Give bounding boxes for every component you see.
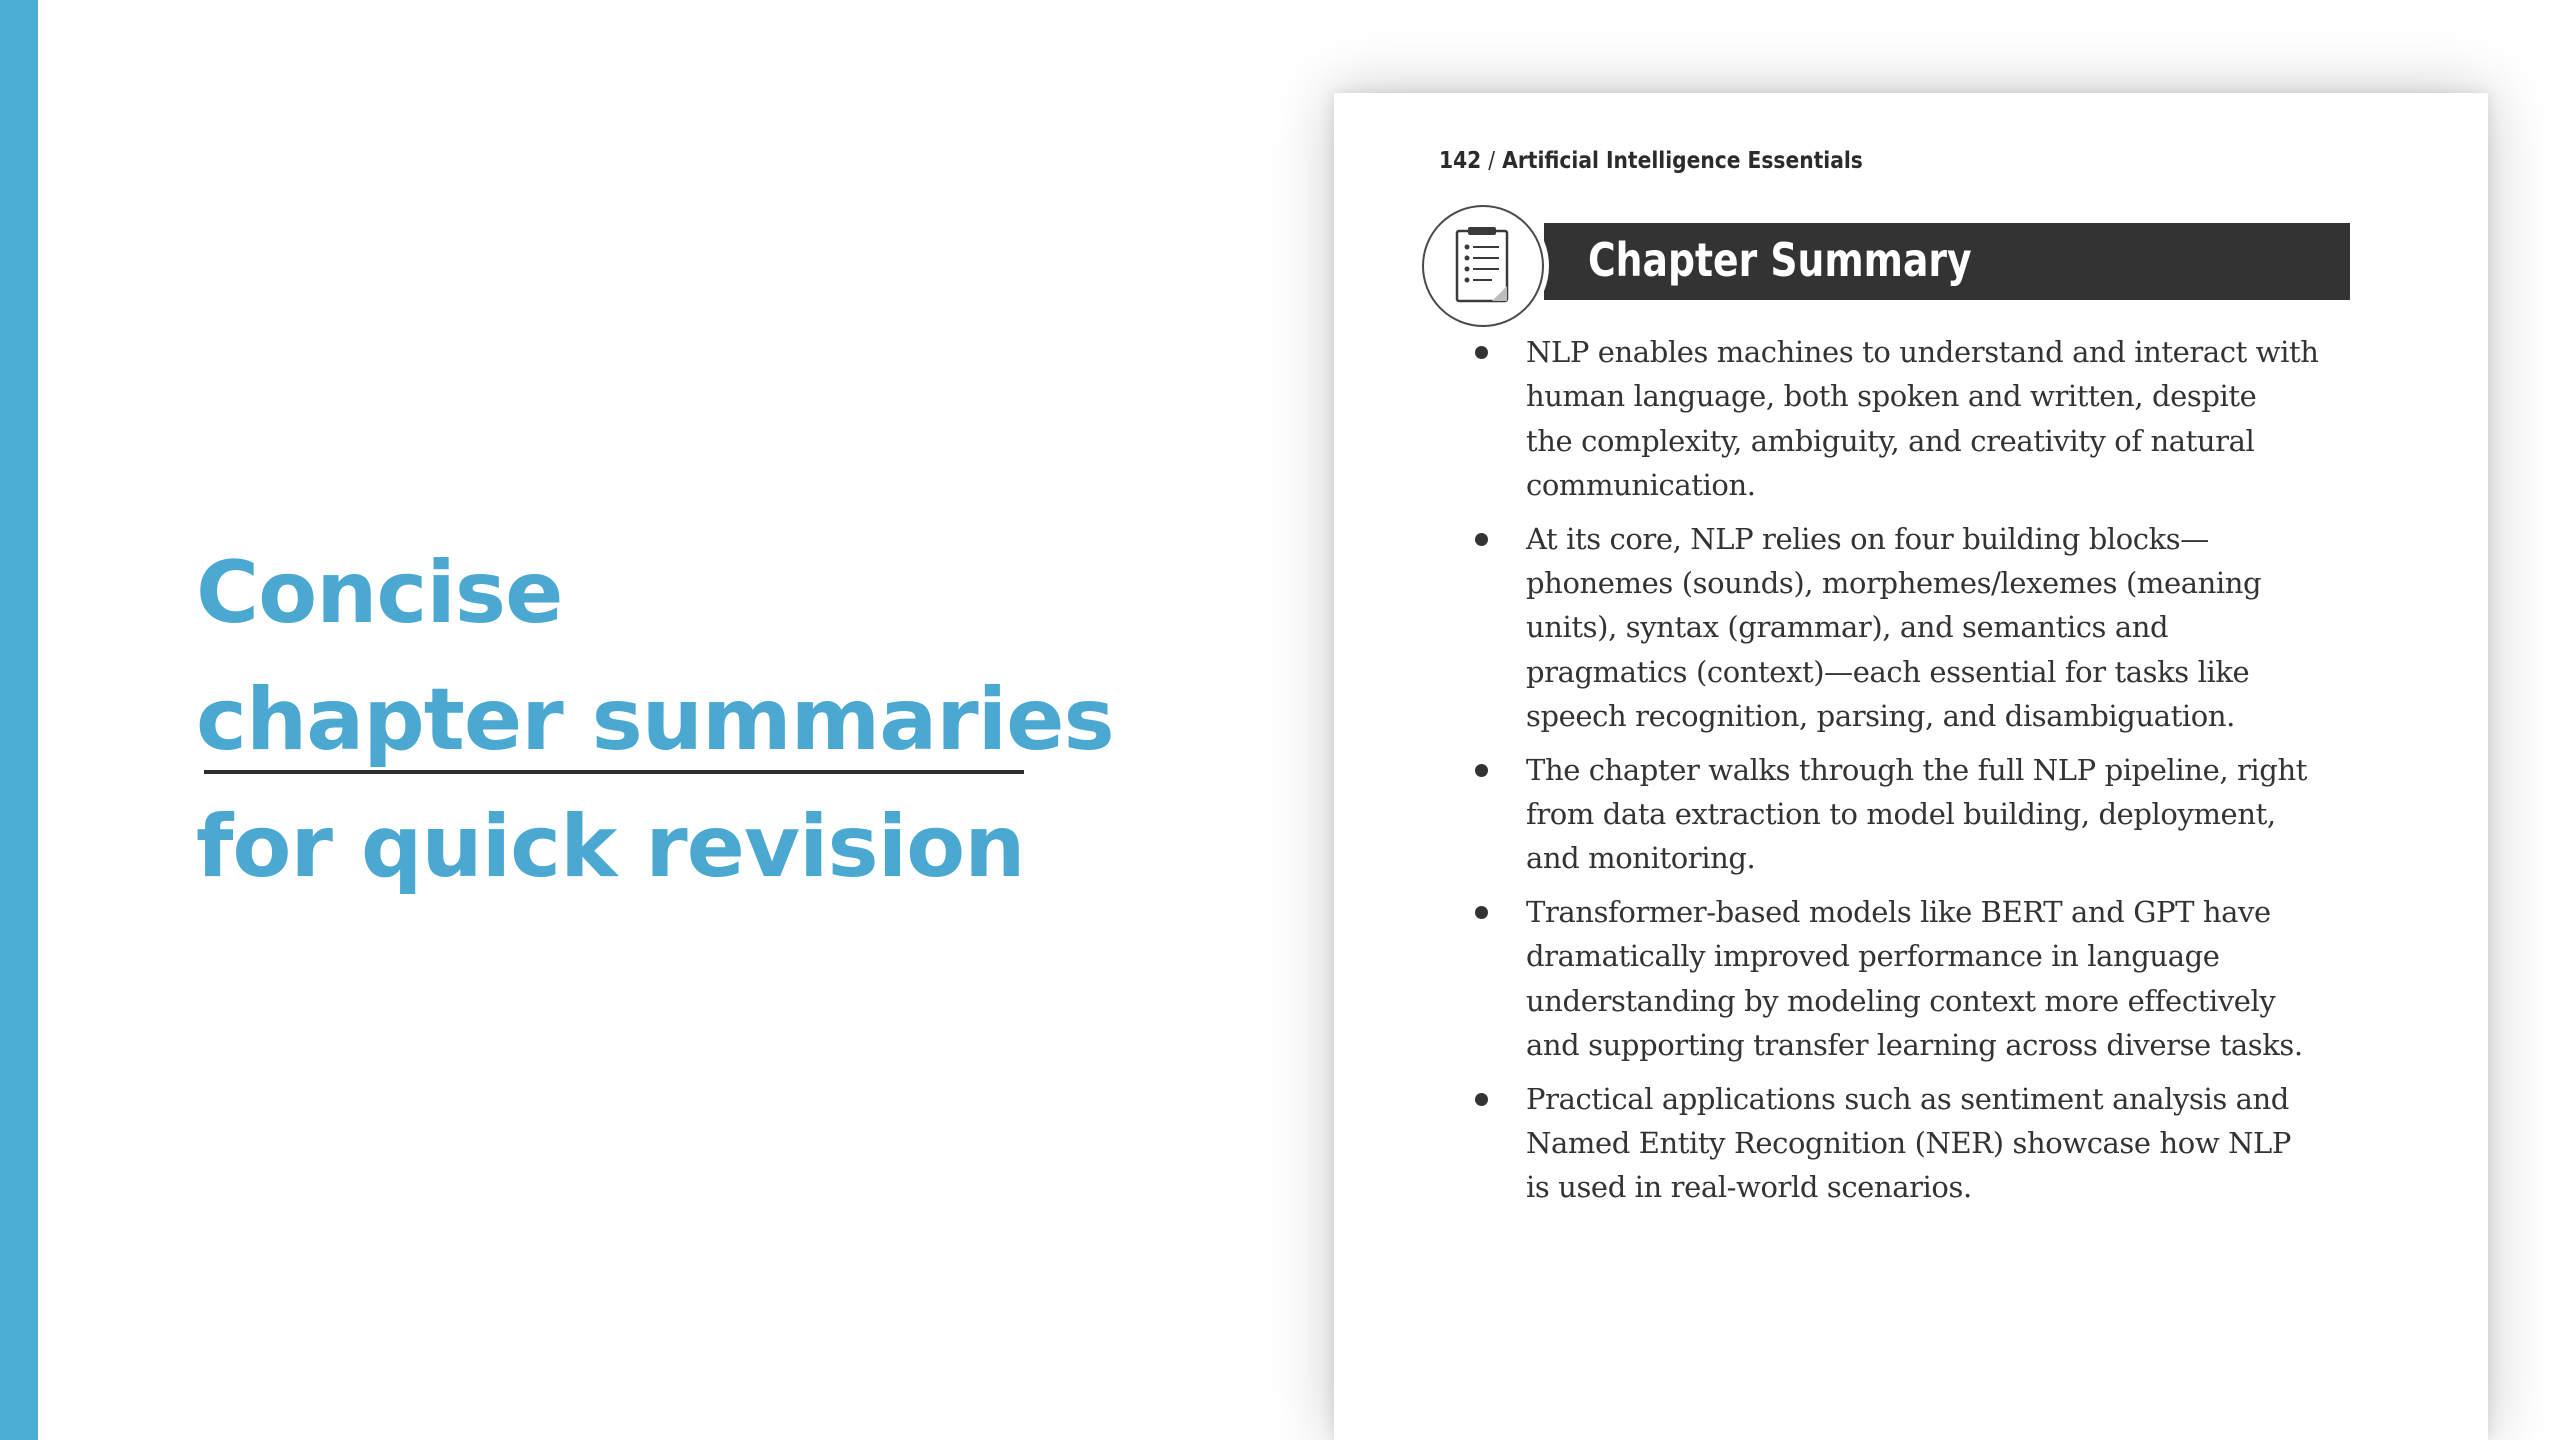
bullet-text-line: NLP enables machines to understand and interact with: [1526, 335, 2319, 369]
checklist-document-icon: [1422, 205, 1544, 327]
book-title: Artificial Intelligence Essentials: [1502, 148, 1863, 174]
chapter-summary-title: Chapter Summary: [1588, 233, 1972, 287]
running-head-separator: /: [1488, 148, 1496, 174]
summary-bullet-3: [1464, 748, 2364, 881]
bullet-text-line: and supporting transfer learning across diverse tasks.: [1526, 1028, 2303, 1063]
bullet-text-line: Practical applications such as sentiment analysis and: [1526, 1081, 2289, 1116]
summary-bullet-5: [1464, 1077, 2364, 1210]
bullet-dot-icon: [1475, 533, 1488, 546]
bullet-dot-icon: [1475, 1093, 1488, 1106]
bullet-text-line: Named Entity Recognition (NER) showcase how NLP: [1526, 1125, 2292, 1160]
bullet-dot-icon: [1475, 764, 1488, 777]
promo-headline: [196, 530, 1114, 911]
bullet-dot-icon: [1475, 906, 1488, 919]
bullet-text-line: dramatically improved performance in language: [1526, 939, 2220, 974]
bullet-text-line: the complexity, ambiguity, and creativity of natural: [1526, 423, 2255, 458]
summary-bullet-1: [1464, 330, 2364, 508]
bullet-text-line: Transformer-based models like BERT and GPT have: [1526, 894, 2271, 929]
bullet-text-line: from data extraction to model building, deployment,: [1526, 797, 2276, 832]
headline-line-1: Concise: [196, 543, 563, 643]
bullet-text-line: units), syntax (grammar), and semantics and: [1526, 610, 2169, 645]
bullet-text-line: is used in real-world scenarios.: [1526, 1170, 1972, 1205]
bullet-text-line: pragmatics (context)—each essential for tasks like: [1526, 654, 2250, 689]
summary-bullet-2: [1464, 517, 2364, 739]
chapter-summary-banner: [1544, 223, 2350, 300]
running-head: [1439, 148, 1863, 174]
page-number: 142: [1439, 148, 1482, 174]
headline-underline: [204, 770, 1024, 774]
bullet-text-line: human language, both spoken and written, despite: [1526, 379, 2257, 414]
left-accent-bar: [0, 0, 38, 1440]
bullet-text-line: understanding by modeling context more effectively: [1526, 983, 2276, 1018]
bullet-text-line: At its core, NLP relies on four building blocks—: [1526, 521, 2209, 556]
bullet-text-line: phonemes (sounds), morphemes/lexemes (meaning: [1526, 566, 2262, 601]
headline-line-2: chapter summaries: [196, 670, 1114, 770]
headline-line-3: for quick revision: [196, 797, 1025, 897]
bullet-text-line: speech recognition, parsing, and disambiguation.: [1526, 699, 2235, 734]
bullet-text-line: and monitoring.: [1526, 841, 1756, 876]
bullet-text-line: The chapter walks through the full NLP pipeline, right: [1526, 752, 2307, 787]
bullet-dot-icon: [1475, 346, 1488, 359]
checklist-document-icon-graphic: [1454, 225, 1510, 305]
bullet-text-line: communication.: [1526, 468, 1756, 503]
summary-bullet-list: [1464, 330, 2364, 1219]
summary-bullet-4: [1464, 890, 2364, 1068]
book-page-preview: [1334, 93, 2488, 1440]
